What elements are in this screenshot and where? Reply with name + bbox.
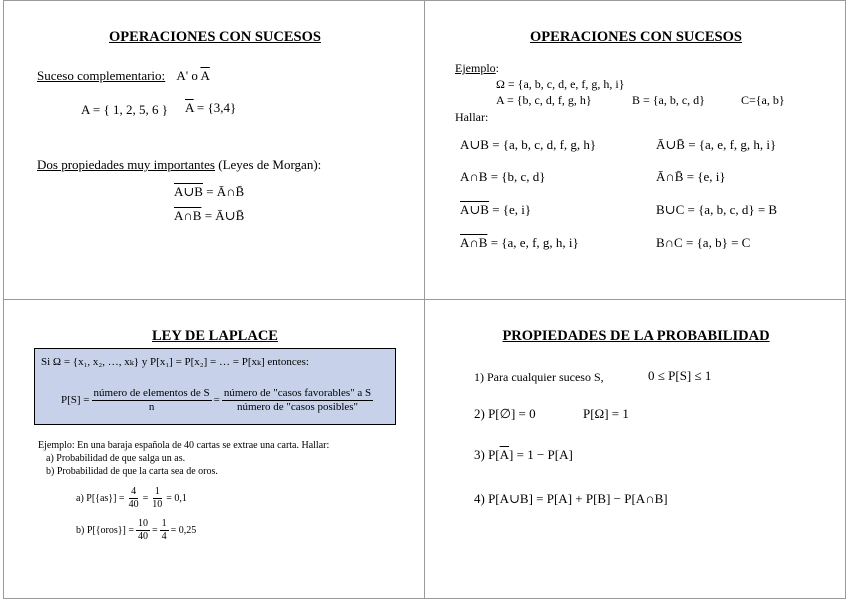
fraction-cases-den: número de "casos posibles" (236, 400, 359, 413)
fraction-elements-num: número de elementos de S (93, 387, 210, 399)
left-result-3-lhs: A∪B (460, 202, 489, 217)
left-result-2-lhs: A∩B (460, 169, 488, 184)
slide-panel-4 (424, 299, 846, 599)
left-result-4 (460, 235, 579, 251)
calc-a-f1-num: 4 (131, 486, 137, 497)
fraction-elements-den: n (148, 400, 155, 413)
set-a: A = { 1, 2, 5, 6 } (81, 102, 168, 117)
right-result-4-rhs: = {a, b} = C (682, 235, 751, 250)
calc-b-f2-den: 4 (161, 530, 167, 542)
hallar-label: Hallar: (455, 110, 489, 124)
calc-a-fraction-1 (127, 486, 141, 510)
set-a-complement-lhs: $\overline{A}$ (185, 100, 194, 115)
calc-b-fraction-2 (160, 518, 169, 542)
left-result-1-rhs: = {a, b, c, d, f, g, h} (488, 137, 597, 152)
fraction-cases (222, 387, 373, 413)
slide-title: OPERACIONES CON SUCESOS (530, 29, 742, 45)
calc-b-fraction-1 (136, 518, 150, 542)
calc-b-f1-num: 10 (138, 518, 149, 529)
slide-title: PROPIEDADES DE LA PROBABILIDAD (502, 328, 770, 344)
complement-line (37, 68, 210, 84)
property-3 (474, 447, 573, 463)
property-3-post: ] = 1 − P[A] (509, 447, 573, 462)
left-result-2-rhs: = {b, c, d} (487, 169, 546, 184)
complement-symbols: A' o (176, 68, 201, 83)
right-result-1-rhs: = {a, e, f, g, h, i} (684, 137, 777, 152)
property-3-pre: 3) P[ (474, 447, 500, 462)
property-1-formula: 0 ≤ P[S] ≤ 1 (648, 368, 712, 383)
law1-lhs: A∪B (174, 184, 203, 199)
morgan-law-1 (174, 184, 244, 200)
morgan-label: Dos propiedades muy importantes (37, 157, 215, 172)
calc-b-f1-den: 40 (138, 530, 149, 542)
calc-a-fraction-2 (150, 486, 164, 510)
slide-title: LEY DE LAPLACE (152, 328, 278, 344)
example-a: a) Probabilidad de que salga un as. (46, 453, 186, 464)
complement-bar-symbol: $\overline{A}$ (200, 68, 210, 83)
right-result-2-lhs: Ā∩B̄ (656, 169, 684, 184)
omega-set: Ω = {a, b, c, d, e, f, g, h, i} (496, 77, 625, 91)
morgan-label-suffix: (Leyes de Morgan): (215, 157, 322, 172)
property-1: 1) Para cualquier suceso S, (474, 370, 604, 384)
example-colon: : (495, 61, 500, 75)
right-result-3 (656, 202, 777, 218)
slide-panel-1 (3, 0, 425, 300)
right-result-2 (656, 169, 726, 185)
calc-a-label: a) P[{as}] = (76, 492, 125, 504)
set-a: A = {b, c, d, f, g, h} (496, 93, 592, 107)
left-result-4-lhs: A∩B (460, 235, 488, 250)
complement-label: Suceso complementario: (37, 68, 166, 83)
right-result-1 (656, 137, 776, 153)
set-c: C={a, b} (741, 93, 785, 107)
law1-rhs: = Ā∩B̄ (202, 184, 245, 199)
morgan-heading (37, 157, 321, 173)
calc-b-f2-num: 1 (161, 518, 167, 529)
property-2: 2) P[∅] = 0 (474, 406, 536, 421)
left-result-3-rhs: = {e, i} (488, 202, 532, 217)
example-b: b) Probabilidad de que la carta sea de oros. (46, 466, 218, 477)
slide-title: OPERACIONES CON SUCESOS (109, 29, 321, 45)
left-result-4-rhs: = {a, e, f, g, h, i} (487, 235, 579, 250)
calc-b-label: b) P[{oros}] = (76, 524, 135, 536)
example-label: Ejemplo (455, 61, 496, 75)
set-a-complement-rhs: = {3,4} (193, 100, 237, 115)
left-result-1-lhs: A∪B (460, 137, 489, 152)
right-result-3-lhs: B∪C (656, 202, 685, 217)
equals-sign: = (213, 394, 220, 407)
ps-label: P[S] = (61, 394, 90, 407)
set-b: B = {a, b, c, d} (632, 93, 705, 107)
right-result-4-lhs: B∩C (656, 235, 683, 250)
calc-a-result: = 0,1 (166, 492, 187, 504)
calc-b-eq: = (152, 524, 158, 536)
right-result-2-rhs: = {e, i} (683, 169, 726, 184)
laplace-condition: Si Ω = {x₁, x₂, …, xₖ} y P[x₁] = P[x₂] = … = P[xₖ] entonces: (41, 356, 309, 368)
calc-a-f1-den: 40 (128, 498, 139, 510)
fraction-elements (92, 387, 212, 413)
property-2-formula: P[Ω] = 1 (583, 406, 629, 421)
laplace-formula (61, 387, 375, 413)
right-result-4 (656, 235, 750, 251)
property-4: 4) P[A∪B] = P[A] + P[B] − P[A∩B] (474, 491, 668, 506)
calc-b-result: = 0,25 (170, 524, 197, 536)
right-result-3-rhs: = {a, b, c, d} = B (684, 202, 778, 217)
left-result-3 (460, 202, 531, 218)
calc-a (76, 486, 187, 510)
right-result-1-lhs: Ā∪B̄ (656, 137, 685, 152)
law2-rhs: = Ā∪B̄ (201, 208, 245, 223)
slide-panel-3 (3, 299, 425, 599)
laplace-formula-box (34, 348, 396, 425)
example-intro: Ejemplo: En una baraja española de 40 cartas se extrae una carta. Hallar: (38, 440, 330, 451)
left-result-1 (460, 137, 596, 153)
slide-panel-2 (424, 0, 846, 300)
property-3-bar: $\overline{A}$ (499, 447, 510, 462)
morgan-law-2 (174, 208, 244, 224)
calc-b (76, 518, 196, 542)
example-heading (455, 61, 499, 76)
calc-a-f2-num: 1 (154, 486, 160, 497)
law2-lhs: A∩B (174, 208, 202, 223)
calc-a-f2-den: 10 (152, 498, 163, 510)
set-a-complement (185, 100, 236, 116)
left-result-2 (460, 169, 546, 185)
calc-a-eq: = (142, 492, 149, 504)
fraction-cases-num: número de "casos favorables" a S (223, 387, 372, 399)
